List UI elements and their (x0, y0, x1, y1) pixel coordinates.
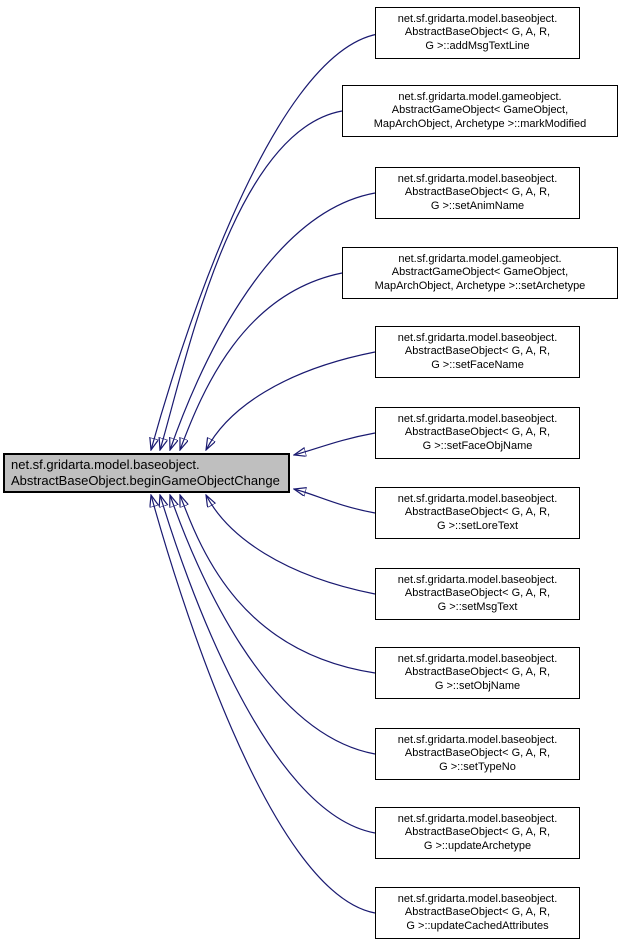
node-label-line: net.sf.gridarta.model.baseobject. (397, 492, 558, 505)
node-label-line: net.sf.gridarta.model.baseobject. (397, 652, 558, 665)
edge-setMsgText (206, 495, 375, 594)
node-label-line: G >::setAnimName (430, 199, 525, 212)
node-markModified[interactable] (342, 85, 618, 137)
node-label-line: G >::setFaceName (431, 358, 524, 371)
node-setLoreText[interactable] (375, 487, 580, 539)
node-label-line: G >::setFaceObjName (422, 439, 533, 452)
node-label-line: net.sf.gridarta.model.baseobject. (397, 412, 558, 425)
node-setObjName[interactable] (375, 647, 580, 699)
edge-setArchetype (180, 273, 342, 450)
node-label-line: G >::updateCachedAttributes (406, 919, 549, 932)
node-label-line: net.sf.gridarta.model.baseobject. (397, 812, 558, 825)
node-label-line: AbstractBaseObject< G, A, R, (404, 826, 551, 839)
node-label-line: net.sf.gridarta.model.baseobject. (397, 733, 558, 746)
edge-setFaceObjName (294, 433, 375, 455)
edge-updateCachedAttributes (151, 495, 375, 913)
node-updateCachedAttributes[interactable] (375, 887, 580, 939)
edge-updateArchetype (160, 495, 375, 833)
node-setMsgText[interactable] (375, 568, 580, 620)
node-label-line: net.sf.gridarta.model.baseobject. (11, 457, 200, 472)
node-label-line: AbstractBaseObject< G, A, R, (404, 186, 551, 199)
node-label-line: MapArchObject, Archetype >::setArchetype (374, 279, 586, 292)
node-label-line: net.sf.gridarta.model.baseobject. (397, 12, 558, 25)
node-label-line: G >::updateArchetype (423, 839, 532, 852)
node-label-line: net.sf.gridarta.model.baseobject. (397, 172, 558, 185)
edge-setObjName (180, 495, 375, 673)
node-label-line: AbstractBaseObject< G, A, R, (404, 666, 551, 679)
node-label-line: net.sf.gridarta.model.baseobject. (397, 892, 558, 905)
node-label-line: G >::addMsgTextLine (425, 39, 530, 52)
node-label-line: AbstractBaseObject< G, A, R, (404, 426, 551, 439)
node-label-line: net.sf.gridarta.model.baseobject. (397, 573, 558, 586)
edge-setTypeNo (170, 495, 375, 754)
node-label-line: net.sf.gridarta.model.gameobject. (398, 90, 562, 103)
node-label-line: AbstractBaseObject< G, A, R, (404, 747, 551, 760)
node-setAnimName[interactable] (375, 167, 580, 219)
node-label-line: AbstractGameObject< GameObject, (391, 104, 569, 117)
node-updateArchetype[interactable] (375, 807, 580, 859)
node-label-line: G >::setLoreText (436, 519, 518, 532)
node-label-line: G >::setMsgText (437, 600, 518, 613)
node-label-line: G >::setObjName (434, 679, 521, 692)
node-label-line: AbstractBaseObject< G, A, R, (404, 506, 551, 519)
edge-setLoreText (294, 489, 375, 513)
node-label-line: AbstractBaseObject< G, A, R, (404, 26, 551, 39)
node-label-line: AbstractBaseObject< G, A, R, (404, 345, 551, 358)
edge-setAnimName (170, 193, 375, 450)
node-beginGameObjectChange[interactable] (3, 453, 290, 493)
node-label-line: AbstractBaseObject.beginGameObjectChange (11, 473, 280, 488)
node-label-line: net.sf.gridarta.model.baseobject. (397, 331, 558, 344)
node-label-line: AbstractBaseObject< G, A, R, (404, 587, 551, 600)
node-setFaceObjName[interactable] (375, 407, 580, 459)
node-setTypeNo[interactable] (375, 728, 580, 780)
node-setFaceName[interactable] (375, 326, 580, 378)
node-label-line: AbstractGameObject< GameObject, (391, 266, 569, 279)
node-setArchetype[interactable] (342, 247, 618, 299)
node-label-line: AbstractBaseObject< G, A, R, (404, 906, 551, 919)
node-label-line: net.sf.gridarta.model.gameobject. (398, 252, 562, 265)
node-addMsgTextLine[interactable] (375, 7, 580, 59)
edge-setFaceName (206, 352, 375, 450)
node-label-line: MapArchObject, Archetype >::markModified (373, 117, 587, 130)
node-label-line: G >::setTypeNo (439, 760, 516, 773)
